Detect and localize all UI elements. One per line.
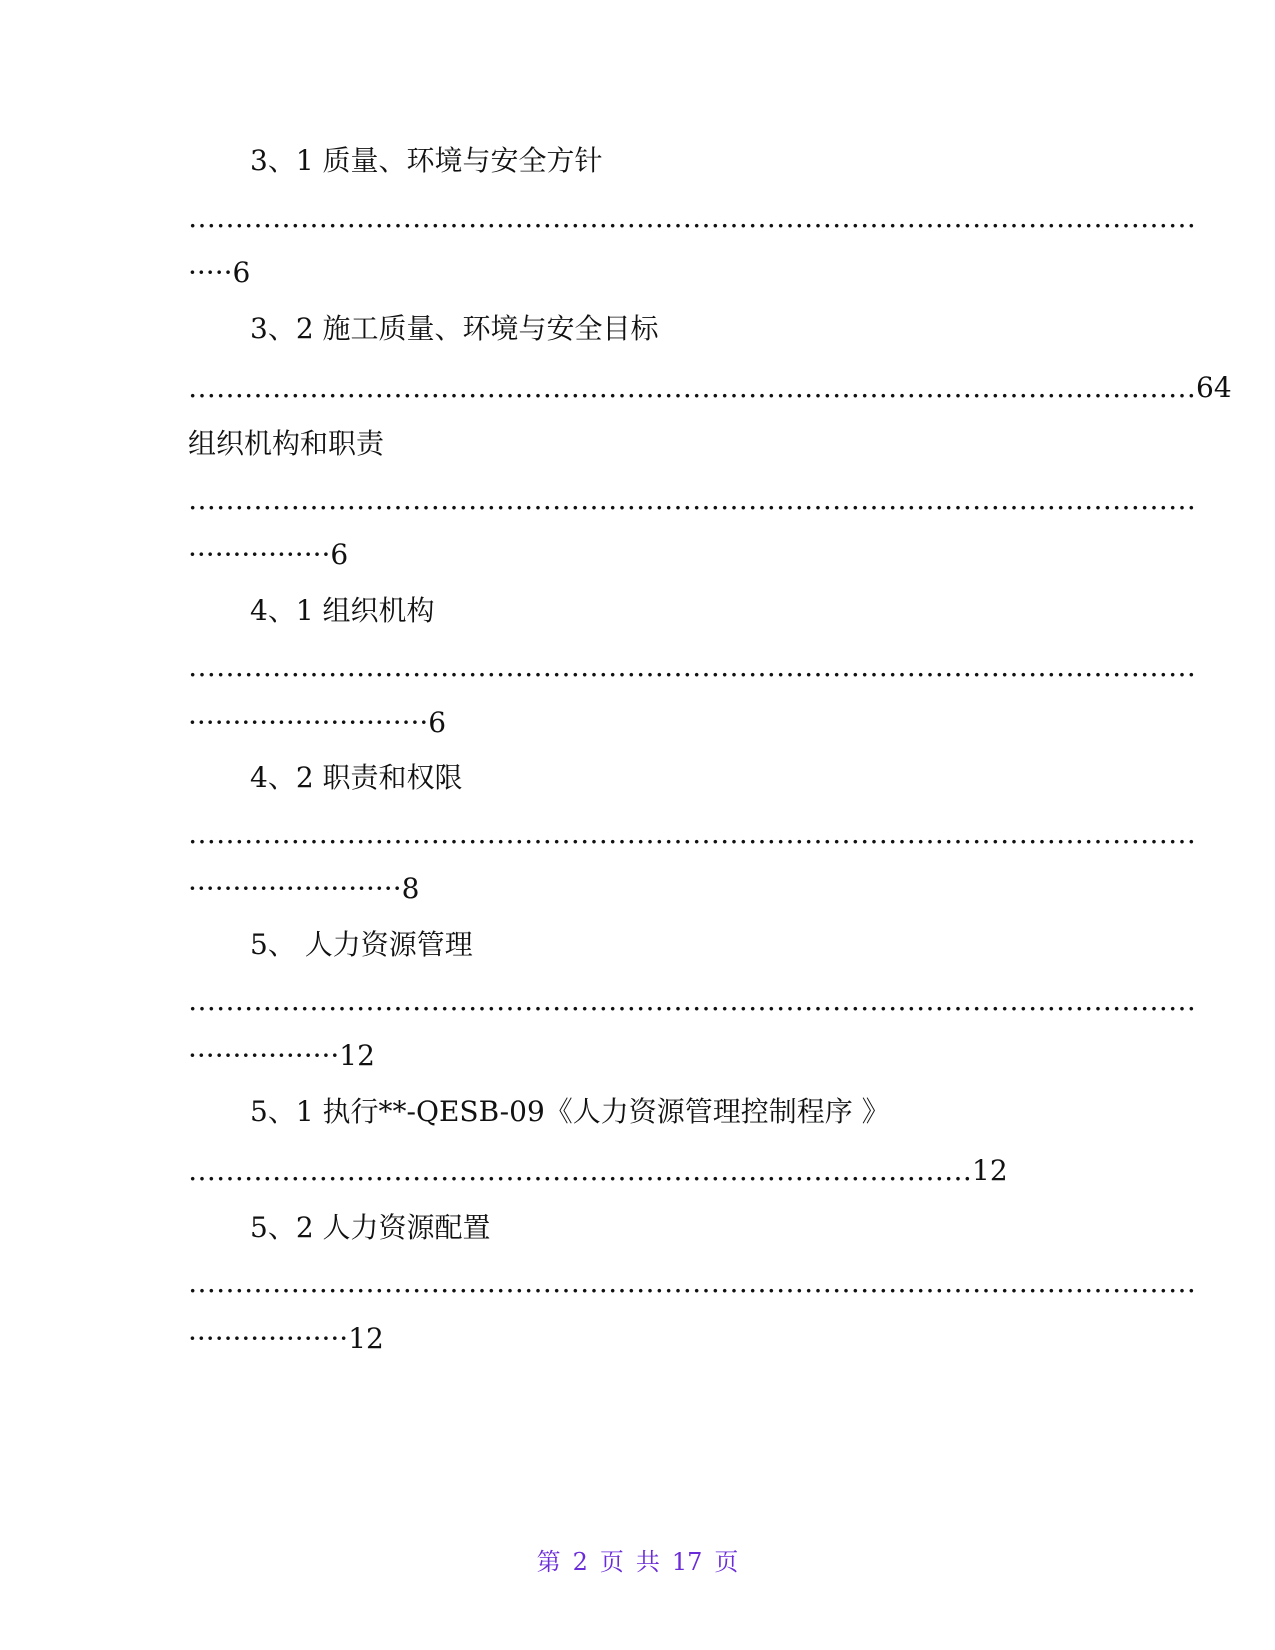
- footer-word: 共: [635, 1548, 660, 1576]
- toc-title: 组织机构和职责: [188, 427, 385, 460]
- footer-word: 页: [714, 1548, 739, 1576]
- toc-leader: …………………………………………………………………………12: [188, 1154, 1008, 1187]
- toc-page-number: ··················12: [188, 1322, 384, 1355]
- toc-page-number: ···························6: [188, 706, 447, 739]
- toc-leader: ………………………………………………………………………………………………64: [188, 371, 1232, 404]
- toc-title: 4、2 职责和权限: [250, 761, 463, 794]
- toc-title: 5、2 人力资源配置: [250, 1211, 491, 1244]
- toc-page-number: ·····6: [188, 256, 251, 289]
- toc-title: 3、1 质量、环境与安全方针: [250, 144, 603, 177]
- toc-title: 5、1 执行**-QESB-09《人力资源管理控制程序 》: [250, 1095, 890, 1128]
- toc-leader: ………………………………………………………………………………………………: [188, 650, 1196, 683]
- toc-title: 4、1 组织机构: [250, 594, 435, 627]
- toc-leader: ………………………………………………………………………………………………: [188, 817, 1196, 850]
- toc-leader: ………………………………………………………………………………………………: [188, 483, 1196, 516]
- toc-page-number: ················6: [188, 538, 349, 571]
- footer-word: 页: [599, 1548, 624, 1576]
- toc-leader: ………………………………………………………………………………………………: [188, 1266, 1196, 1299]
- toc-title: 5、 人力资源管理: [250, 928, 473, 961]
- toc-page-number: ·················12: [188, 1039, 375, 1072]
- toc-page-number: ························8: [188, 872, 420, 905]
- footer-current-page: 2: [572, 1548, 588, 1576]
- toc-title: 3、2 施工质量、环境与安全目标: [250, 312, 659, 345]
- page-footer: [0, 1547, 1275, 1577]
- footer-word: 第: [536, 1548, 561, 1576]
- footer-total-pages: 17: [671, 1548, 703, 1576]
- toc-leader: ………………………………………………………………………………………………: [188, 201, 1196, 234]
- toc-leader: ………………………………………………………………………………………………: [188, 984, 1196, 1017]
